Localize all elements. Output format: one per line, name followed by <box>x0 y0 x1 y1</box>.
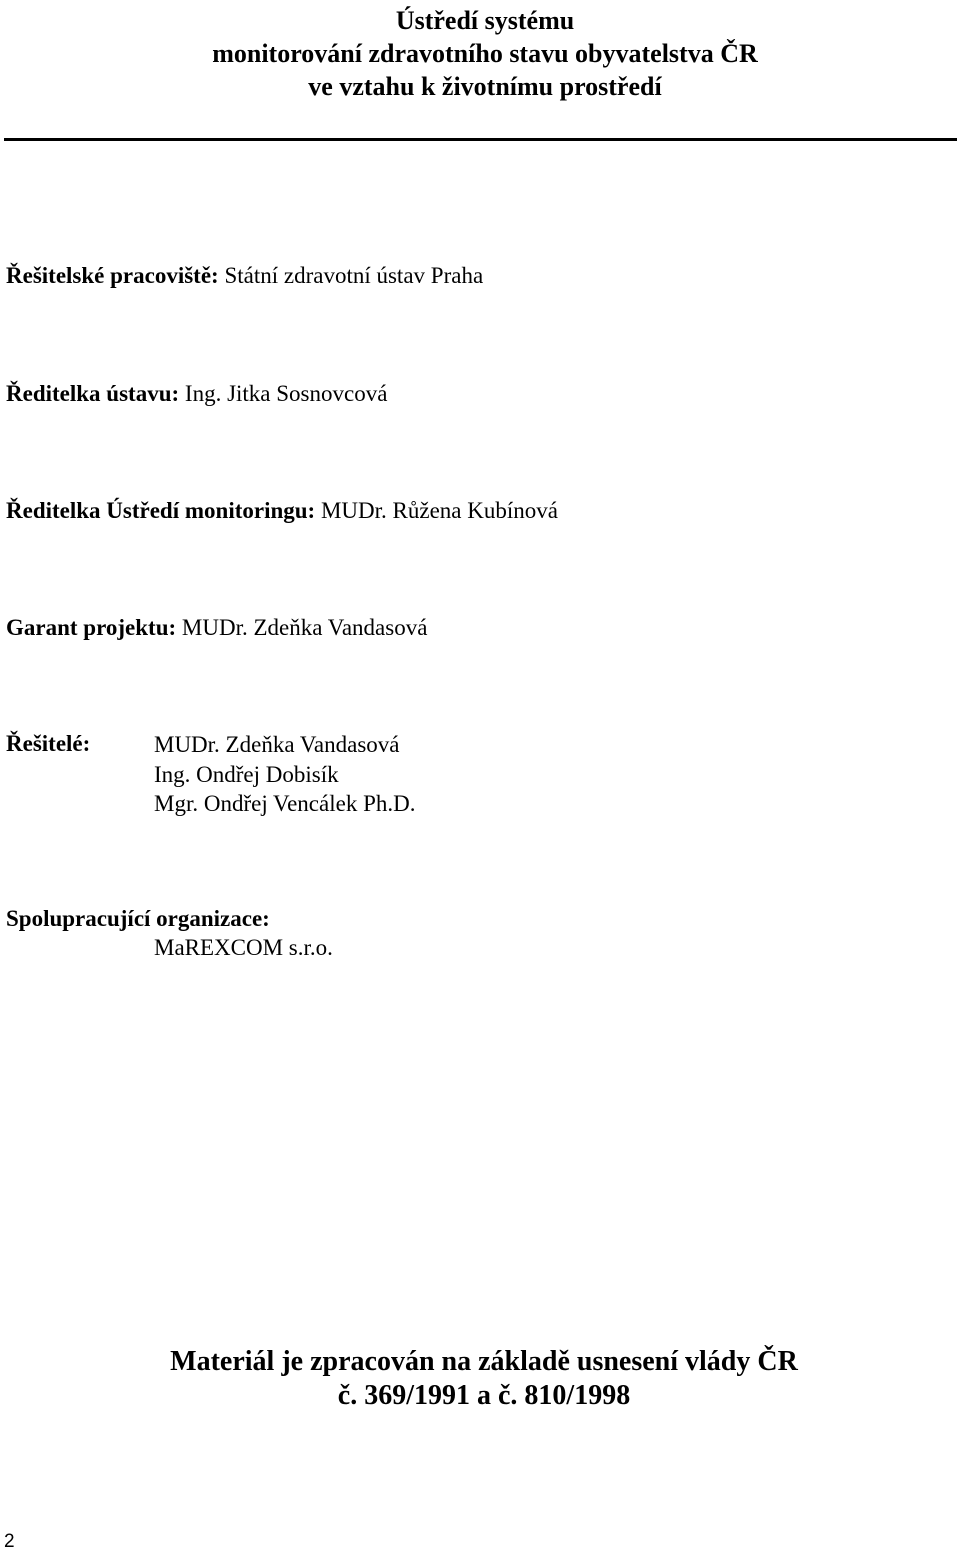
title-line-2: monitorování zdravotního stavu obyvatelstva ČR <box>212 39 758 68</box>
monitoring-director-row <box>6 497 558 525</box>
workplace-row <box>6 262 483 290</box>
page-number: 2 <box>4 1531 15 1552</box>
title-line-3: ve vztahu k životnímu prostředí <box>308 72 662 101</box>
guarantor-value: MUDr. Zdeňka Vandasová <box>181 615 428 640</box>
solvers-list <box>154 730 415 819</box>
institute-director-value: Ing. Jitka Sosnovcová <box>184 381 388 406</box>
monitoring-director-label: Ředitelka Ústředí monitoringu: <box>6 498 316 523</box>
workplace-label: Řešitelské pracoviště: <box>6 263 219 288</box>
footer-line-2: č. 369/1991 a č. 810/1998 <box>337 1380 631 1411</box>
solver-name: Ing. Ondřej Dobisík <box>154 761 339 787</box>
title-line-1: Ústředí systému <box>395 6 575 35</box>
cooperating-label: Spolupracující organizace: <box>6 906 270 931</box>
institute-director-row <box>6 380 387 408</box>
title-divider <box>4 138 957 141</box>
solvers-label: Řešitelé: <box>6 731 91 756</box>
workplace-value: Státní zdravotní ústav Praha <box>224 263 484 288</box>
cooperating-value: MaREXCOM s.r.o. <box>154 935 333 960</box>
footer-line-1: Materiál je zpracován na základě usnesení vlády ČR <box>170 1346 798 1377</box>
guarantor-label: Garant projektu: <box>6 615 177 640</box>
institute-director-label: Ředitelka ústavu: <box>6 381 180 406</box>
solver-name: MUDr. Zdeňka Vandasová <box>154 732 400 757</box>
guarantor-row <box>6 614 427 642</box>
government-resolution-note <box>0 1345 960 1413</box>
solver-name: Mgr. Ondřej Vencálek Ph.D. <box>154 791 416 816</box>
monitoring-director-value: MUDr. Růžena Kubínová <box>320 498 558 523</box>
document-title <box>0 4 960 103</box>
